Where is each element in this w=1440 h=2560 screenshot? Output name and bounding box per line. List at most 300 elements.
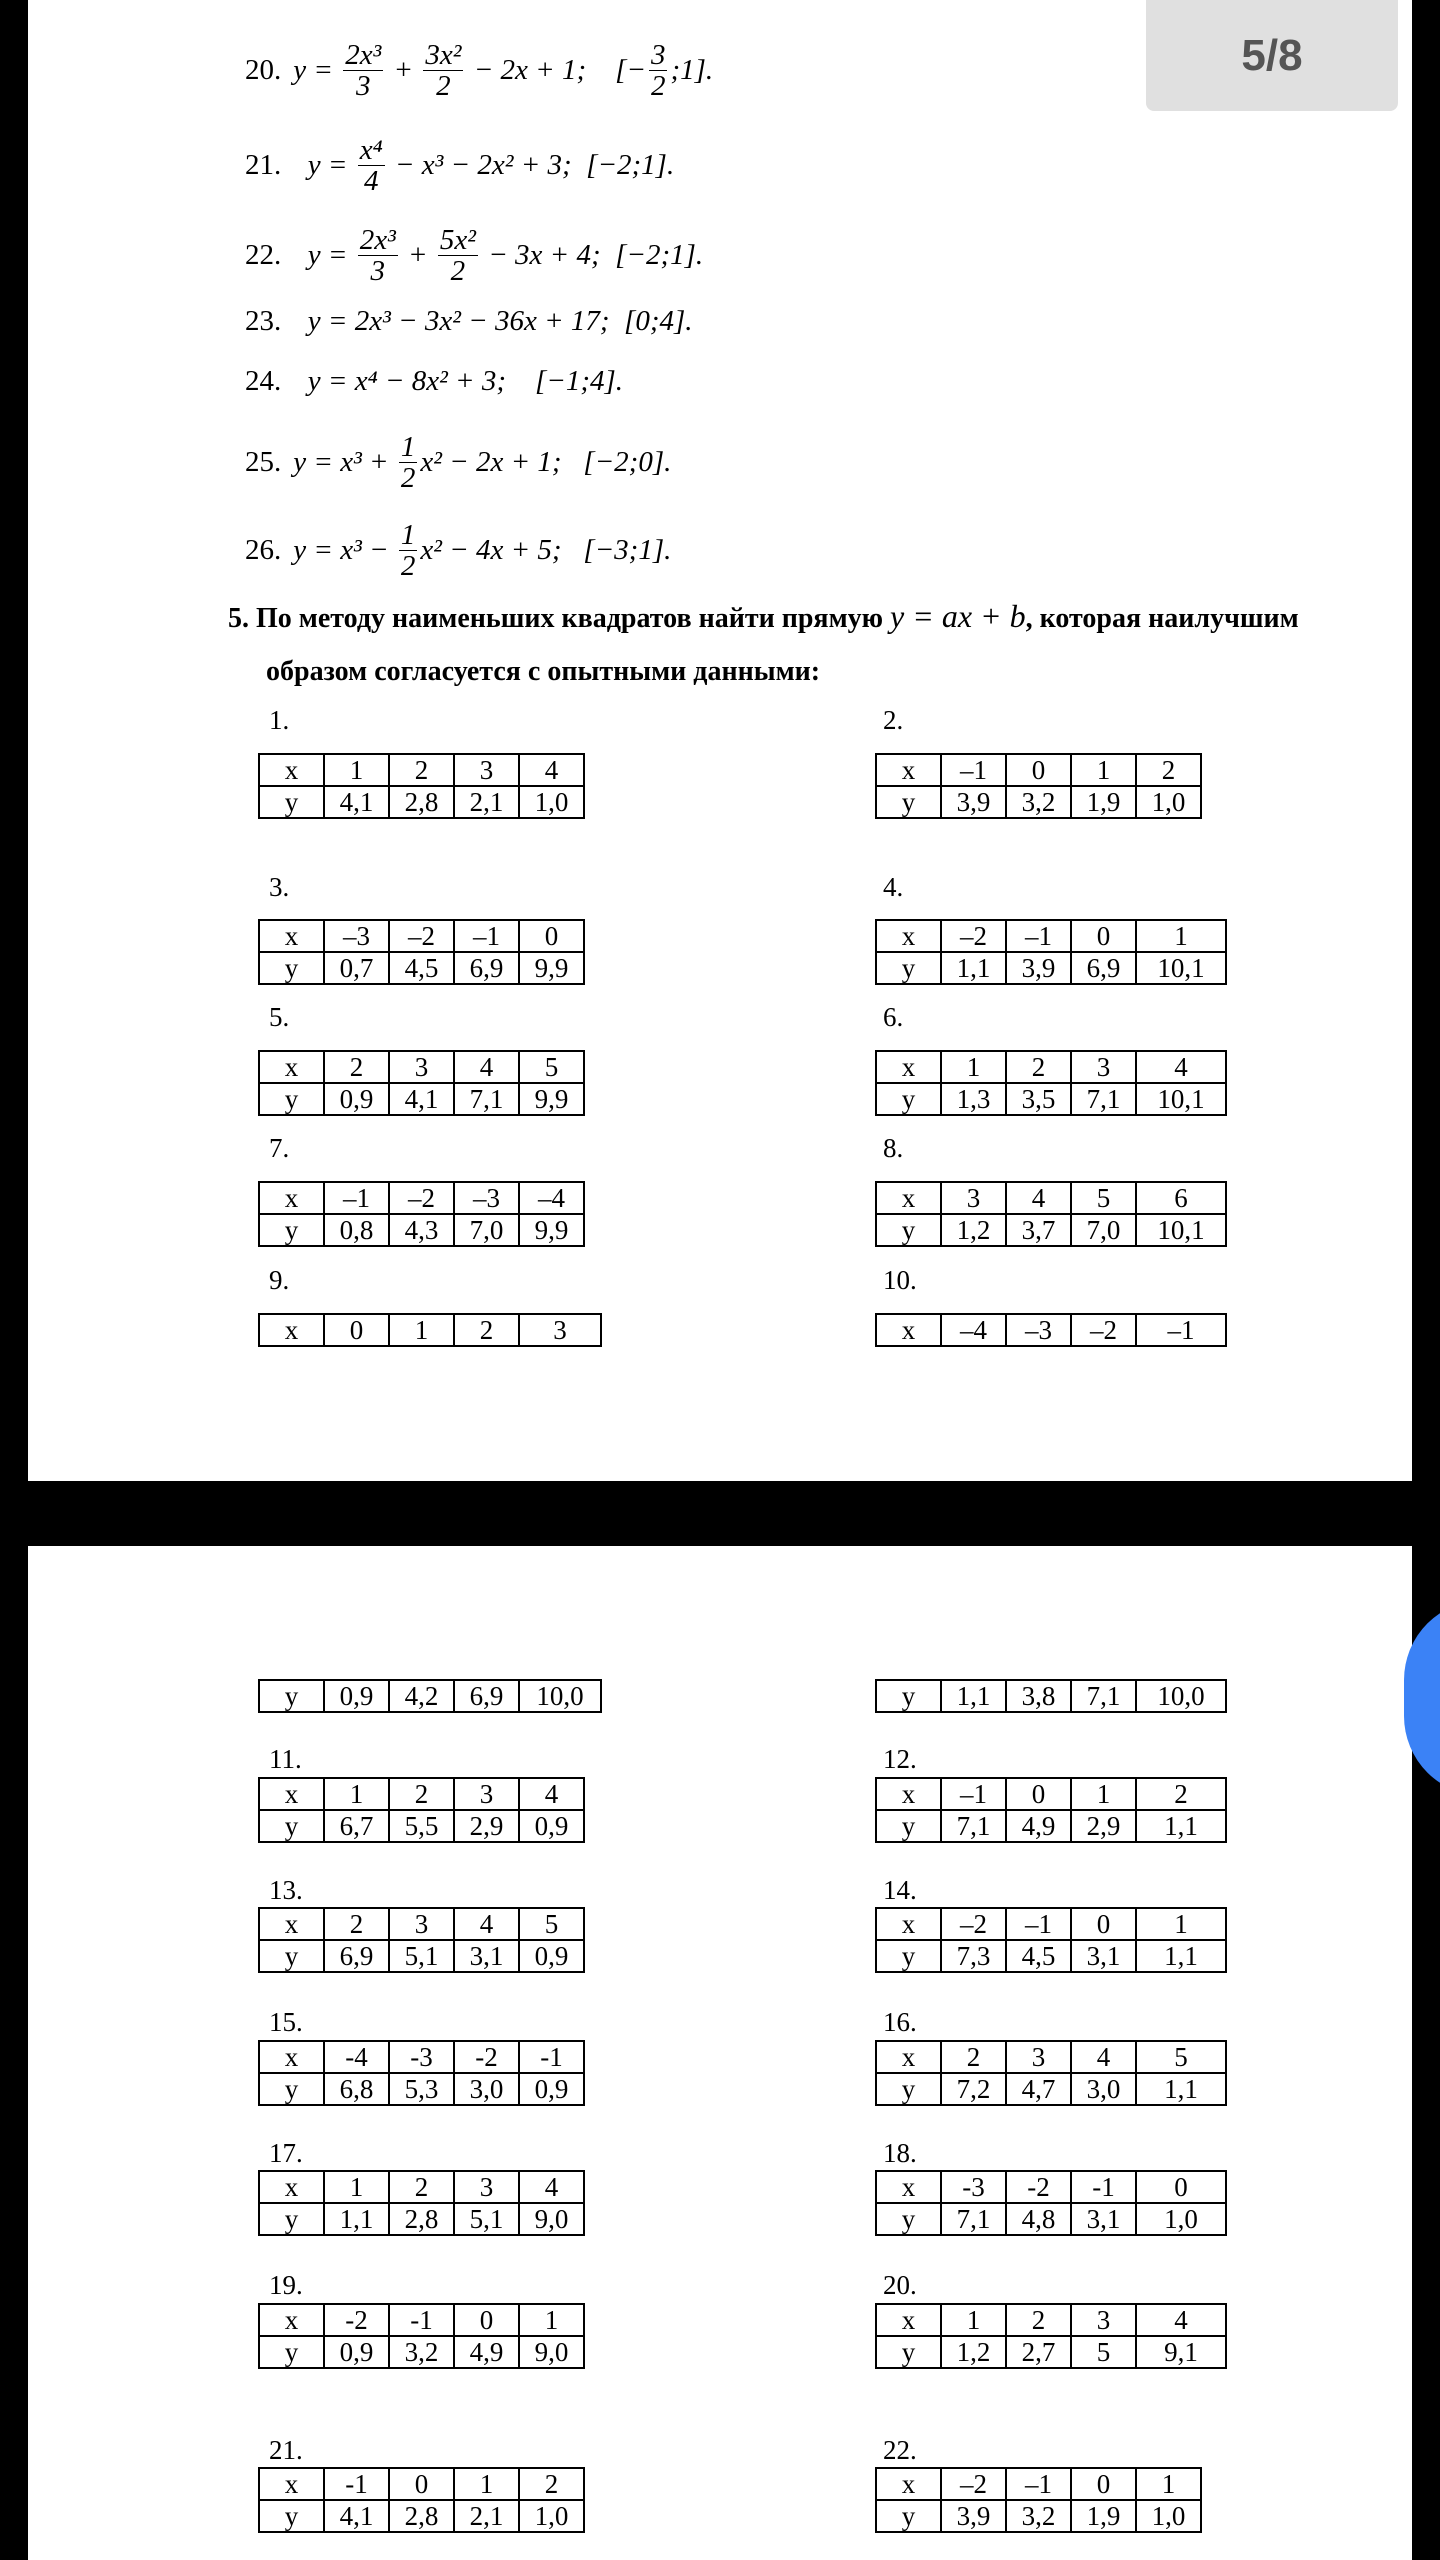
x-row-label: x — [876, 2171, 941, 2203]
fraction — [358, 225, 398, 287]
formula-text: y = — [293, 54, 341, 87]
table-cell: 1,9 — [1071, 2500, 1136, 2532]
y-row-label: y — [259, 1214, 324, 1246]
fraction — [438, 225, 478, 287]
table-cell: 3 — [454, 754, 519, 786]
table-cell: 1 — [1136, 2468, 1201, 2500]
table-cell: 2,1 — [454, 2500, 519, 2532]
problem-number: 18. — [883, 2138, 917, 2168]
data-table — [258, 2170, 585, 2236]
x-row — [259, 2468, 584, 2500]
table-cell: -4 — [324, 2041, 389, 2073]
fraction-numerator: 3x² — [425, 39, 462, 71]
formula-item — [245, 432, 671, 494]
x-row-label: x — [259, 1778, 324, 1810]
table-cell: 0 — [1071, 2468, 1136, 2500]
x-row — [259, 1182, 584, 1214]
y-row-label: y — [876, 2500, 941, 2532]
formula-text: [− — [615, 54, 646, 87]
data-table — [258, 1050, 585, 1116]
y-row — [259, 2500, 584, 2532]
fraction-denominator: 2 — [400, 462, 416, 495]
data-table — [258, 2040, 585, 2106]
fraction — [649, 40, 668, 102]
formula-text: + — [386, 54, 421, 87]
fraction-denominator: 3 — [370, 255, 385, 288]
table-cell: 3,7 — [1006, 1214, 1071, 1246]
data-table — [258, 2303, 585, 2369]
table-cell: –1 — [324, 1182, 389, 1214]
table-cell: 3,0 — [1071, 2073, 1136, 2105]
problem-number: 3. — [269, 872, 290, 902]
y-row — [259, 786, 584, 818]
problem-number: 17. — [269, 2138, 303, 2168]
table-cell: 5,1 — [454, 2203, 519, 2235]
fraction — [423, 40, 463, 102]
problem-number: 19. — [269, 2270, 303, 2300]
formula-expression — [293, 40, 713, 102]
y-row — [876, 1810, 1226, 1842]
section-title-text-end: , которая наилучшим — [1025, 603, 1299, 634]
formula-text: y = x³ + — [293, 446, 396, 479]
table-cell: 1 — [1071, 754, 1136, 786]
problem-number: 20. — [883, 2270, 917, 2300]
table-cell: 1,0 — [1136, 2500, 1201, 2532]
table-cell: 5 — [519, 1051, 584, 1083]
x-row-label: x — [876, 2304, 941, 2336]
table-cell: 3,5 — [1006, 1083, 1071, 1115]
problem-number: 21. — [269, 2435, 303, 2465]
fraction-numerator: 1 — [400, 431, 416, 463]
table-cell: –2 — [941, 2468, 1006, 2500]
table-cell: –1 — [1136, 1314, 1226, 1346]
problem-number: 14. — [883, 1875, 917, 1905]
table-cell: 0 — [454, 2304, 519, 2336]
table-cell: 1 — [324, 754, 389, 786]
table-cell: 2 — [324, 1051, 389, 1083]
data-table — [875, 2467, 1202, 2533]
table-cell: 2 — [389, 754, 454, 786]
table-cell: 0 — [1006, 1778, 1071, 1810]
x-row-label: x — [259, 754, 324, 786]
table-cell: 10,1 — [1136, 952, 1226, 984]
table-cell: –1 — [941, 754, 1006, 786]
table-cell: 2 — [941, 2041, 1006, 2073]
formula-expression — [293, 225, 703, 287]
table-cell: 3,9 — [941, 786, 1006, 818]
data-table — [875, 753, 1202, 819]
x-row — [259, 2041, 584, 2073]
problem-number: 13. — [269, 1875, 303, 1905]
data-table — [875, 1313, 1227, 1347]
formula-expression — [293, 365, 623, 398]
y-row — [259, 1083, 584, 1115]
table-cell: 1,1 — [1136, 1940, 1226, 1972]
table-cell: 6,9 — [454, 952, 519, 984]
table-cell: 9,9 — [519, 1214, 584, 1246]
problem-number: 12. — [883, 1744, 917, 1774]
table-cell: 6,7 — [324, 1810, 389, 1842]
x-row — [259, 2171, 584, 2203]
data-table — [875, 1907, 1227, 1973]
data-table — [875, 2040, 1227, 2106]
formula-text: y = — [293, 149, 355, 182]
table-cell: 0 — [1006, 754, 1071, 786]
table-cell: 5,5 — [389, 1810, 454, 1842]
section-title-math: y = ax + b — [890, 598, 1026, 634]
table-cell: 1 — [324, 2171, 389, 2203]
formula-text: − x³ − 2x² + 3; [−2;1]. — [387, 149, 675, 182]
y-row-label: y — [259, 786, 324, 818]
fraction-numerator: 2x³ — [359, 224, 396, 256]
section-title-text: 5. По методу наименьших квадратов найти прямую — [228, 603, 891, 634]
table-cell: 2 — [454, 1314, 519, 1346]
problem-number: 10. — [883, 1265, 917, 1295]
table-cell: 0,9 — [324, 2336, 389, 2368]
formula-text: + — [400, 239, 435, 272]
table-cell: 1 — [389, 1314, 454, 1346]
fraction-numerator: 3 — [650, 39, 666, 71]
fraction — [399, 432, 418, 494]
x-row-label: x — [259, 1314, 324, 1346]
data-table — [875, 1777, 1227, 1843]
y-row-label: y — [876, 2073, 941, 2105]
formula-text: − 2x + 1; — [466, 54, 616, 87]
formula-number: 23. — [245, 305, 282, 337]
table-cell: 1,1 — [941, 952, 1006, 984]
table-cell: 4 — [1136, 1051, 1226, 1083]
table-cell: 9,9 — [519, 952, 584, 984]
y-row — [259, 2203, 584, 2235]
x-row — [876, 2468, 1201, 2500]
table-cell: 3 — [454, 2171, 519, 2203]
y-row — [259, 2073, 584, 2105]
data-table — [258, 1181, 585, 1247]
formula-number: 25. — [245, 446, 282, 479]
table-cell: 1 — [454, 2468, 519, 2500]
table-cell: 3 — [1071, 2304, 1136, 2336]
formula-expression — [293, 305, 692, 338]
data-table — [875, 1050, 1227, 1116]
table-cell: 2 — [1006, 2304, 1071, 2336]
table-cell: -3 — [389, 2041, 454, 2073]
table-cell: 5 — [1071, 2336, 1136, 2368]
table-cell: 1,3 — [941, 1083, 1006, 1115]
table-cell: 7,0 — [454, 1214, 519, 1246]
table-cell: -3 — [941, 2171, 1006, 2203]
x-row — [259, 1314, 601, 1346]
y-row-label: y — [259, 952, 324, 984]
table-cell: 3,0 — [454, 2073, 519, 2105]
formula-expression — [293, 135, 674, 197]
table-cell: 7,1 — [454, 1083, 519, 1115]
table-cell: 2,9 — [454, 1810, 519, 1842]
table-cell: 7,1 — [941, 1810, 1006, 1842]
table-cell: 4,2 — [389, 1680, 454, 1712]
table-cell: 3,9 — [1006, 952, 1071, 984]
formula-expression — [293, 432, 671, 494]
table-cell: 3 — [454, 1778, 519, 1810]
table-cell: 1,0 — [1136, 786, 1201, 818]
table-cell: 1 — [1071, 1778, 1136, 1810]
y-row-label: y — [876, 1680, 941, 1712]
fraction — [399, 520, 418, 582]
table-cell: 1 — [941, 2304, 1006, 2336]
x-row-label: x — [876, 1314, 941, 1346]
table-cell: –1 — [1006, 920, 1071, 952]
table-cell: 0,7 — [324, 952, 389, 984]
x-row-label: x — [259, 1051, 324, 1083]
table-cell: 9,1 — [1136, 2336, 1226, 2368]
table-cell: -2 — [1006, 2171, 1071, 2203]
table-cell: –4 — [941, 1314, 1006, 1346]
x-row — [259, 1908, 584, 1940]
table-cell: 3 — [519, 1314, 601, 1346]
table-cell: 3 — [389, 1051, 454, 1083]
table-cell: 3,1 — [1071, 2203, 1136, 2235]
y-row — [876, 1940, 1226, 1972]
data-table — [875, 919, 1227, 985]
table-cell: –2 — [389, 1182, 454, 1214]
table-cell: 2 — [1136, 1778, 1226, 1810]
problem-number: 5. — [269, 1002, 290, 1032]
table-cell: 0 — [1071, 920, 1136, 952]
x-row-label: x — [259, 1182, 324, 1214]
table-cell: 4 — [519, 2171, 584, 2203]
table-cell: 5,1 — [389, 1940, 454, 1972]
formula-text: y = x⁴ − 8x² + 3; [−1;4]. — [293, 365, 624, 397]
problem-number: 9. — [269, 1265, 290, 1295]
table-cell: 1,2 — [941, 2336, 1006, 2368]
table-cell: –3 — [1006, 1314, 1071, 1346]
problem-number: 4. — [883, 872, 904, 902]
table-cell: –1 — [941, 1778, 1006, 1810]
table-cell: 3 — [1006, 2041, 1071, 2073]
fraction-denominator: 4 — [363, 165, 379, 198]
table-cell: 6,8 — [324, 2073, 389, 2105]
table-cell: 2,9 — [1071, 1810, 1136, 1842]
y-row-label: y — [259, 2073, 324, 2105]
table-cell: 4,1 — [324, 786, 389, 818]
table-cell: 1 — [324, 1778, 389, 1810]
problem-number: 16. — [883, 2007, 917, 2037]
table-cell: 0,9 — [519, 1940, 584, 1972]
table-cell: 1,0 — [1136, 2203, 1226, 2235]
table-cell: -1 — [389, 2304, 454, 2336]
formula-item — [245, 225, 703, 287]
fraction-numerator: 5x² — [439, 224, 476, 256]
data-table — [258, 919, 585, 985]
x-row-label: x — [876, 1778, 941, 1810]
table-cell: 0 — [1071, 1908, 1136, 1940]
formula-text: y = x³ − — [293, 534, 396, 567]
table-cell: 3,1 — [1071, 1940, 1136, 1972]
table-cell: 4,5 — [389, 952, 454, 984]
table-cell: 1,1 — [1136, 2073, 1226, 2105]
formula-number: 22. — [245, 239, 282, 272]
table-cell: –1 — [1006, 2468, 1071, 2500]
y-row-label: y — [876, 2203, 941, 2235]
table-cell: 4 — [1006, 1182, 1071, 1214]
y-row — [876, 2500, 1201, 2532]
table-cell: 10,1 — [1136, 1083, 1226, 1115]
table-cell: 9,0 — [519, 2203, 584, 2235]
document-page-6 — [28, 1546, 1412, 2560]
y-row-label: y — [259, 1680, 324, 1712]
x-row-label: x — [259, 920, 324, 952]
fraction-denominator: 2 — [650, 70, 666, 103]
x-row-label: x — [259, 2468, 324, 2500]
y-row — [259, 2336, 584, 2368]
table-cell: 0 — [519, 920, 584, 952]
table-cell: 2 — [389, 1778, 454, 1810]
table-cell: 1,0 — [519, 2500, 584, 2532]
y-row — [876, 1680, 1226, 1712]
formula-number: 24. — [245, 365, 282, 397]
table-cell: 9,0 — [519, 2336, 584, 2368]
data-table — [875, 1181, 1227, 1247]
table-cell: -1 — [324, 2468, 389, 2500]
x-row — [876, 754, 1201, 786]
y-row-label: y — [259, 1810, 324, 1842]
x-row — [876, 2171, 1226, 2203]
formula-number: 26. — [245, 534, 282, 567]
y-row — [876, 952, 1226, 984]
table-cell: 5,3 — [389, 2073, 454, 2105]
x-row-label: x — [876, 754, 941, 786]
y-row — [259, 1214, 584, 1246]
y-row-label: y — [876, 1083, 941, 1115]
x-row — [876, 1182, 1226, 1214]
table-cell: 1,1 — [1136, 1810, 1226, 1842]
data-table — [875, 2303, 1227, 2369]
table-cell: 0,9 — [519, 2073, 584, 2105]
problem-number: 15. — [269, 2007, 303, 2037]
table-cell: -1 — [519, 2041, 584, 2073]
table-cell: –3 — [454, 1182, 519, 1214]
fraction-denominator: 2 — [436, 70, 451, 103]
table-cell: 4 — [1136, 2304, 1226, 2336]
table-cell: 0 — [324, 1314, 389, 1346]
table-cell: 3,9 — [941, 2500, 1006, 2532]
fraction-denominator: 3 — [355, 70, 371, 103]
data-table — [875, 2170, 1227, 2236]
x-row-label: x — [876, 1051, 941, 1083]
page-indicator: 5/8 — [1146, 0, 1398, 111]
table-cell: 4,3 — [389, 1214, 454, 1246]
formula-text: x² − 2x + 1; [−2;0]. — [420, 446, 672, 479]
table-cell: -2 — [324, 2304, 389, 2336]
data-table — [258, 1777, 585, 1843]
table-cell: –2 — [1071, 1314, 1136, 1346]
table-cell: 0 — [1136, 2171, 1226, 2203]
x-row — [259, 1051, 584, 1083]
data-table — [258, 1907, 585, 1973]
section-5-title-line2: образом согласуется с опытными данными: — [266, 656, 821, 687]
table-cell: –3 — [324, 920, 389, 952]
table-cell: 3,2 — [1006, 2500, 1071, 2532]
table-cell: 4,1 — [389, 1083, 454, 1115]
table-cell: 0 — [389, 2468, 454, 2500]
formula-text: ;1]. — [670, 54, 714, 87]
data-table — [875, 1679, 1227, 1713]
table-cell: 2,7 — [1006, 2336, 1071, 2368]
formula-expression — [293, 520, 671, 582]
table-cell: 3,8 — [1006, 1680, 1071, 1712]
table-cell: –2 — [941, 1908, 1006, 1940]
table-cell: 4,9 — [1006, 1810, 1071, 1842]
table-cell: 3 — [941, 1182, 1006, 1214]
table-cell: 0,9 — [324, 1083, 389, 1115]
table-cell: 2 — [1006, 1051, 1071, 1083]
table-cell: 4,9 — [454, 2336, 519, 2368]
table-cell: 6,9 — [454, 1680, 519, 1712]
x-row-label: x — [876, 1182, 941, 1214]
problem-number: 2. — [883, 705, 904, 735]
table-cell: 2 — [519, 2468, 584, 2500]
formula-number: 21. — [245, 149, 282, 182]
data-table — [258, 1679, 602, 1713]
fraction-denominator: 2 — [400, 550, 416, 583]
formula-item — [245, 365, 623, 398]
table-cell: 1,1 — [941, 1680, 1006, 1712]
table-cell: 0,9 — [519, 1810, 584, 1842]
table-cell: 1,1 — [324, 2203, 389, 2235]
y-row-label: y — [259, 2336, 324, 2368]
table-cell: 4 — [1071, 2041, 1136, 2073]
table-cell: 4 — [519, 754, 584, 786]
x-row-label: x — [876, 2468, 941, 2500]
table-cell: –2 — [941, 920, 1006, 952]
y-row-label: y — [259, 1083, 324, 1115]
table-cell: 1,0 — [519, 786, 584, 818]
x-row-label: x — [876, 1908, 941, 1940]
problem-number: 7. — [269, 1133, 290, 1163]
y-row-label: y — [876, 952, 941, 984]
y-row-label: y — [876, 786, 941, 818]
table-cell: 2 — [324, 1908, 389, 1940]
x-row-label: x — [876, 920, 941, 952]
x-row — [259, 754, 584, 786]
table-cell: –1 — [454, 920, 519, 952]
x-row — [876, 920, 1226, 952]
table-cell: 6 — [1136, 1182, 1226, 1214]
fraction — [358, 135, 385, 197]
fraction — [343, 40, 383, 102]
document-page-5 — [28, 0, 1412, 1481]
formula-text: y = — [293, 239, 355, 272]
table-cell: 4 — [454, 1051, 519, 1083]
problem-number: 8. — [883, 1133, 904, 1163]
table-cell: 7,1 — [1071, 1680, 1136, 1712]
formula-item — [245, 135, 674, 197]
y-row-label: y — [876, 1940, 941, 1972]
table-cell: 5 — [1136, 2041, 1226, 2073]
y-row-label: y — [876, 1810, 941, 1842]
y-row-label: y — [259, 2500, 324, 2532]
table-cell: 10,0 — [1136, 1680, 1226, 1712]
table-cell: 7,1 — [941, 2203, 1006, 2235]
table-cell: 9,9 — [519, 1083, 584, 1115]
problem-number: 1. — [269, 705, 290, 735]
y-row — [876, 1214, 1226, 1246]
data-table — [258, 1313, 602, 1347]
table-cell: 2,1 — [454, 786, 519, 818]
y-row-label: y — [259, 2203, 324, 2235]
table-cell: 10,1 — [1136, 1214, 1226, 1246]
table-cell: 3 — [1071, 1051, 1136, 1083]
problem-number: 6. — [883, 1002, 904, 1032]
